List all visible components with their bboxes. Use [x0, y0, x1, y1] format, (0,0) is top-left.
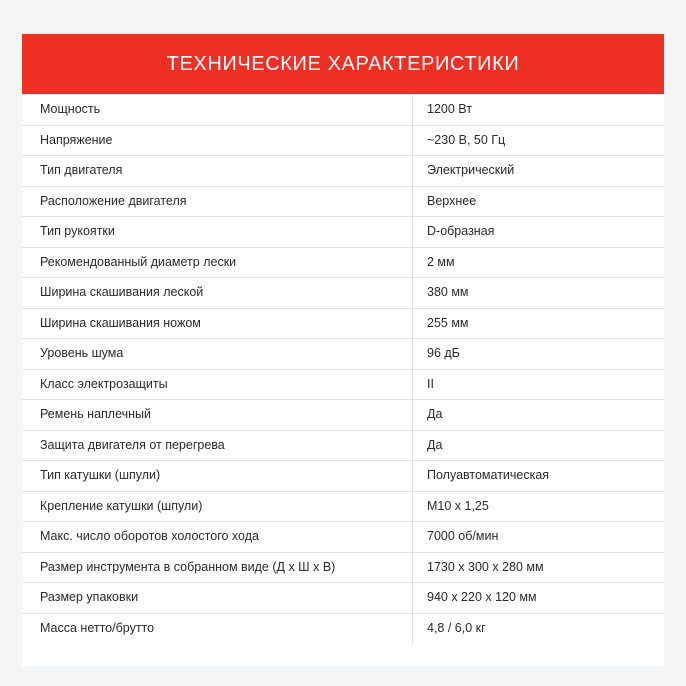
spec-sheet	[22, 34, 664, 666]
spec-value-cell: Полуавтоматическая	[413, 461, 665, 492]
spec-name-cell: Макс. число оборотов холостого хода	[22, 522, 413, 553]
spec-name-cell: Ремень наплечный	[22, 400, 413, 431]
spec-value-cell: Верхнее	[413, 186, 665, 217]
table-row	[22, 339, 664, 370]
spec-value-cell: 2 мм	[413, 247, 665, 278]
table-row	[22, 369, 664, 400]
sheet-bottom-padding	[22, 644, 664, 666]
table-row	[22, 217, 664, 248]
spec-name-cell: Масса нетто/брутто	[22, 613, 413, 644]
spec-value-cell: II	[413, 369, 665, 400]
table-row	[22, 400, 664, 431]
spec-name-cell: Размер инструмента в собранном виде (Д х Ш х В)	[22, 552, 413, 583]
spec-name-cell: Рекомендованный диаметр лески	[22, 247, 413, 278]
spec-value-cell: D-образная	[413, 217, 665, 248]
table-row	[22, 522, 664, 553]
table-row	[22, 491, 664, 522]
spec-value-cell: 255 мм	[413, 308, 665, 339]
table-row	[22, 95, 664, 126]
spec-name-cell: Класс электрозащиты	[22, 369, 413, 400]
spec-value-cell: M10 x 1,25	[413, 491, 665, 522]
table-row	[22, 461, 664, 492]
spec-value-cell: Да	[413, 400, 665, 431]
specifications-table	[22, 94, 664, 644]
spec-value-cell: 4,8 / 6,0 кг	[427, 621, 486, 635]
spec-name-cell: Напряжение	[22, 125, 413, 156]
spec-name-cell: Размер упаковки	[22, 583, 413, 614]
table-row	[22, 156, 664, 187]
spec-value-cell: Да	[413, 430, 665, 461]
table-row	[22, 278, 664, 309]
spec-value-cell: 380 мм	[413, 278, 665, 309]
table-row	[22, 186, 664, 217]
table-row	[22, 247, 664, 278]
spec-name-cell: Тип двигателя	[22, 156, 413, 187]
spec-value-cell: Электрический	[413, 156, 665, 187]
spec-name-cell: Ширина скашивания ножом	[22, 308, 413, 339]
table-row	[22, 552, 664, 583]
table-row	[22, 583, 664, 614]
spec-name-cell: Ширина скашивания леской	[22, 278, 413, 309]
spec-name-cell: Мощность	[22, 95, 413, 126]
table-row	[22, 125, 664, 156]
spec-name-cell: Тип рукоятки	[22, 217, 413, 248]
spec-value-cell: 940 x 220 x 120 мм	[413, 583, 665, 614]
spec-value-cell: 1200 Вт	[413, 95, 665, 126]
spec-name-cell: Тип катушки (шпули)	[22, 461, 413, 492]
spec-name-cell: Защита двигателя от перегрева	[22, 430, 413, 461]
specifications-table-body	[22, 95, 664, 644]
spec-value-cell: 96 дБ	[413, 339, 665, 370]
table-row	[22, 430, 664, 461]
page-title: ТЕХНИЧЕСКИЕ ХАРАКТЕРИСТИКИ	[166, 52, 520, 75]
spec-value-cell: 7000 об/мин	[413, 522, 665, 553]
spec-name-cell: Расположение двигателя	[22, 186, 413, 217]
spec-value-cell: ~230 В, 50 Гц	[413, 125, 665, 156]
spec-name-cell: Уровень шума	[22, 339, 413, 370]
table-row	[22, 308, 664, 339]
spec-name-cell: Крепление катушки (шпули)	[22, 491, 413, 522]
spec-value-cell: 1730 x 300 x 280 мм	[413, 552, 665, 583]
table-row	[22, 613, 664, 644]
spec-header	[22, 34, 664, 94]
